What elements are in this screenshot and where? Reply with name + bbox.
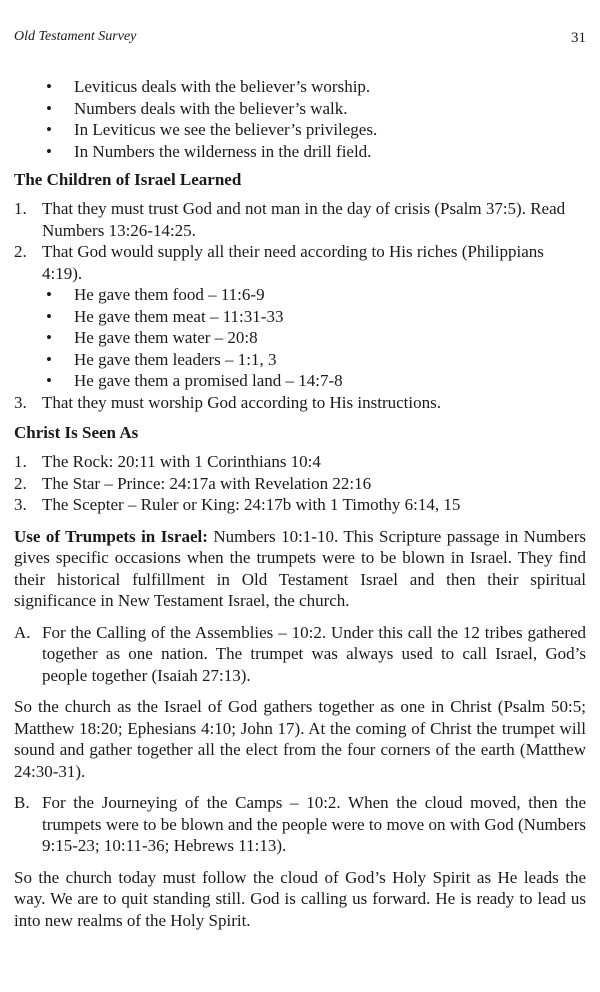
running-head: Old Testament Survey: [14, 29, 137, 44]
paragraph-b: So the church today must follow the cloud of God’s Holy Spirit as He leads the way. We are to quit standing still. God is calling us forward. He is ready to lead us into new realms of the Holy Spirit.: [14, 867, 586, 930]
item-text: The Rock: 20:11 with 1 Corinthians 10:4: [42, 452, 321, 471]
item-text: That they must trust God and not man in the day of crisis (Psalm 37:5). Read Numbers 13:26-14:25.: [42, 199, 566, 240]
point-letter: A.: [14, 622, 31, 642]
bullet-item: • He gave them meat – 11:31-33: [14, 306, 586, 328]
item-number: 2.: [14, 242, 27, 261]
trumpets-intro-paragraph: [14, 526, 586, 612]
bullet-item: • In Numbers the wilderness in the drill field.: [14, 141, 586, 163]
numbered-item: [14, 198, 586, 241]
bullet-item: • He gave them water – 20:8: [14, 327, 586, 349]
numbered-item: [14, 451, 586, 473]
page-number: 31: [571, 30, 586, 46]
item-number: 3.: [14, 495, 27, 514]
bullet-item: • He gave them leaders – 1:1, 3: [14, 349, 586, 371]
bullet-item: • Leviticus deals with the believer’s worship.: [14, 76, 586, 98]
point-a: [14, 622, 586, 687]
point-text: For the Calling of the Assemblies – 10:2. Under this call the 12 tribes gathered together as one nation. The trumpet was always used to call Israel, God’s people together (Isaiah 27:13).: [42, 622, 586, 685]
numbered-item: [14, 241, 586, 392]
christ-list: [14, 451, 586, 516]
point-b: [14, 792, 586, 857]
page-body: [14, 76, 586, 941]
point-text: For the Journeying of the Camps – 10:2. When the cloud moved, then the trumpets were to be blown and the people were to move on with God (Numbers 9:15-23; 10:11-36; Hebrews 11:13).: [42, 793, 586, 855]
paragraph-a: So the church as the Israel of God gathers together as one in Christ (Psalm 50:5; Matthew 18:20; Ephesians 4:10; John 17). At the coming of Christ the trumpet will sound and gather together all the elect from the four corners of the earth (Matthew 24:30-31).: [14, 697, 586, 781]
item-text: The Star – Prince: 24:17a with Revelation 22:16: [42, 473, 372, 493]
trumpets-intro-text: Numbers 10:1-10. This Scripture passage in Numbers gives specific occasions when the trumpets were to be blown in Israel. They find their historical fulfillment in Old Testament Israel and then their spiritual significance in New Testament Israel, the church.: [14, 526, 586, 610]
item-number: 1.: [14, 452, 27, 471]
intro-bullet-list: [14, 76, 586, 162]
item-number: 2.: [14, 473, 27, 493]
bullet-item: • He gave them food – 11:6-9: [14, 284, 586, 306]
item-text: That God would supply all their need according to His riches (Philippians 4:19).: [42, 242, 544, 283]
bullet-item: • In Leviticus we see the believer’s privileges.: [14, 119, 586, 141]
item-text: The Scepter – Ruler or King: 24:17b with 1 Timothy 6:14, 15: [42, 495, 461, 514]
point-letter: B.: [14, 793, 30, 812]
section-heading-learned: The Children of Israel Learned: [14, 170, 242, 189]
numbered-item: [14, 392, 586, 414]
item-number: 3.: [14, 392, 27, 412]
item-text: That they must worship God according to His instructions.: [42, 392, 441, 412]
trumpets-lead-in: Use of Trumpets in Israel:: [14, 526, 208, 546]
bullet-item: • Numbers deals with the believer’s walk.: [14, 98, 586, 120]
provision-bullet-list: [14, 284, 586, 392]
bullet-item: • He gave them a promised land – 14:7-8: [14, 370, 586, 392]
section-heading-christ: Christ Is Seen As: [14, 423, 139, 442]
numbered-item: [14, 473, 586, 495]
numbered-item: [14, 494, 586, 516]
item-number: 1.: [14, 199, 27, 218]
learned-list: [14, 198, 586, 413]
